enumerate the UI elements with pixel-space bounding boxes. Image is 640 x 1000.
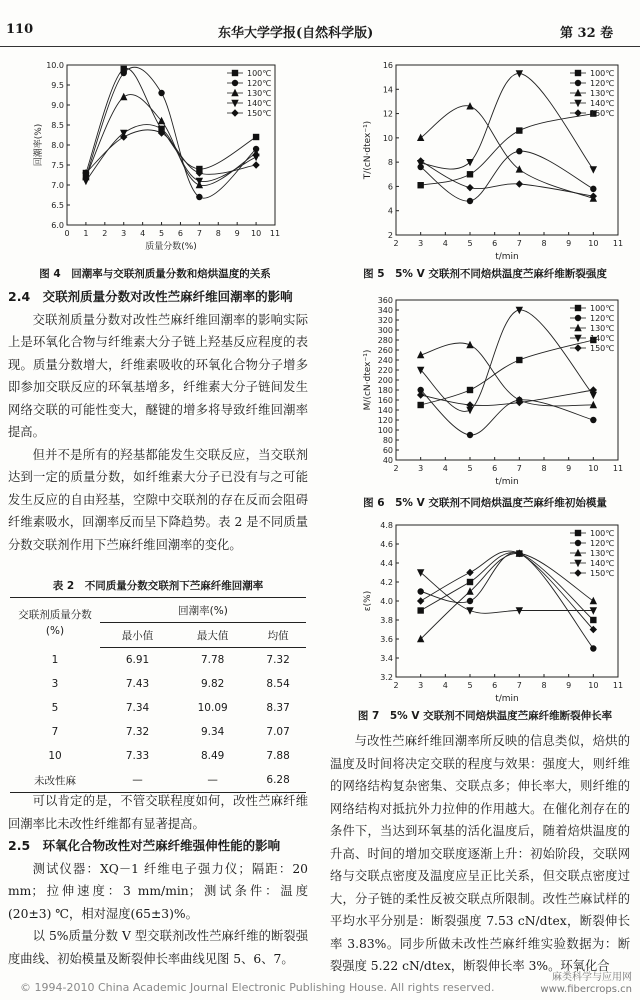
legend-marker — [575, 540, 581, 546]
table-header-group: 回潮率(%) — [100, 598, 306, 623]
data-point — [516, 148, 522, 154]
y-axis-label: T/(cN·dtex⁻¹) — [363, 120, 373, 180]
table-cell: 10 — [48, 750, 62, 762]
y-tick-label: 4.0 — [380, 597, 393, 606]
data-point — [467, 387, 473, 393]
table-cell: 7 — [51, 726, 59, 738]
data-point — [466, 569, 473, 576]
data-point — [590, 597, 597, 604]
table-cell: 8.54 — [266, 678, 290, 690]
data-point — [252, 154, 259, 161]
y-tick-label: 3.2 — [380, 673, 393, 682]
legend-marker — [575, 305, 581, 311]
x-axis-label: t/min — [495, 477, 519, 487]
legend-marker — [574, 560, 581, 567]
page-header — [0, 0, 640, 47]
x-tick-label: 4 — [442, 681, 448, 690]
x-tick-label: 5 — [467, 239, 473, 248]
data-point — [590, 192, 597, 199]
fig4-caption: 图 4 回潮率与交联剂质量分数和焙烘温度的关系 — [39, 268, 271, 280]
table-2 — [10, 578, 306, 793]
table-cell: 8.49 — [200, 750, 225, 762]
table-2-caption: 表 2 不同质量分数交联剂下苎麻纤维回潮率 — [52, 580, 264, 592]
x-tick-label: 4 — [140, 229, 146, 238]
legend-label: 120℃ — [590, 314, 615, 323]
data-point — [516, 180, 523, 187]
y-tick-label: 320 — [377, 316, 393, 325]
y-tick-label: 14 — [382, 85, 393, 95]
x-tick-label: 5 — [158, 229, 165, 238]
y-tick-label: 9.5 — [51, 81, 64, 90]
series-line — [86, 130, 256, 174]
x-tick-label: 3 — [418, 464, 424, 473]
y-tick-label: 140 — [377, 406, 393, 415]
series-line — [421, 553, 594, 649]
after-table-paragraph: 可以肯定的是，不管交联程度如何，改性苎麻纤维回潮率比未改性纤维都有显著提高。 — [8, 794, 308, 831]
y-tick-label: 8.0 — [51, 141, 64, 150]
series-line — [421, 151, 594, 201]
y-tick-label: 180 — [377, 386, 393, 395]
y-tick-label: 16 — [382, 61, 393, 70]
left-column-bottom — [8, 790, 308, 970]
y-tick-label: 6.0 — [51, 221, 64, 230]
x-tick-label: 7 — [516, 681, 522, 690]
legend-label: 100℃ — [247, 69, 272, 78]
y-axis-label: M/(cN·dtex⁻¹) — [363, 349, 373, 411]
fig7-chart — [350, 515, 630, 707]
table-cell: 6.91 — [125, 654, 150, 666]
data-point — [467, 432, 473, 438]
data-point — [417, 402, 423, 408]
series-line — [421, 390, 594, 435]
table-cell: 未改性麻 — [10, 768, 100, 793]
x-tick-label: 11 — [612, 239, 624, 248]
legend-marker — [574, 335, 581, 342]
series-line — [86, 67, 256, 198]
data-point — [466, 587, 473, 594]
y-tick-label: 4.2 — [380, 578, 393, 587]
data-point — [590, 417, 596, 423]
data-point — [417, 607, 423, 613]
table-cell: 7.88 — [266, 750, 290, 762]
y-tick-label: 360 — [377, 296, 393, 305]
data-point — [466, 159, 473, 166]
data-point — [120, 133, 127, 140]
x-tick-label: 8 — [541, 239, 547, 248]
x-tick-label: 0 — [64, 229, 70, 238]
plot-frame — [396, 525, 618, 677]
journal-name: 东华大学学报(自然科学版) — [218, 26, 374, 41]
table-cell: 6.28 — [250, 768, 306, 793]
y-tick-label: 10 — [382, 133, 393, 143]
series-line — [86, 68, 256, 173]
y-tick-label: 120 — [377, 416, 393, 425]
data-point — [590, 645, 596, 651]
legend-marker — [574, 89, 581, 96]
x-tick-label: 6 — [492, 464, 498, 473]
data-point — [196, 194, 202, 200]
x-tick-label: 3 — [418, 681, 424, 690]
x-tick-label: 8 — [215, 229, 221, 238]
y-tick-label: 160 — [377, 396, 393, 405]
x-tick-label: 10 — [588, 464, 599, 473]
x-tick-label: 6 — [492, 681, 498, 690]
y-tick-label: 6 — [387, 182, 393, 192]
legend-label: 130℃ — [247, 89, 272, 98]
table-row — [10, 720, 306, 744]
x-tick-label: 8 — [541, 681, 547, 690]
legend-marker — [575, 315, 581, 321]
table-row — [10, 672, 306, 696]
table-row — [10, 768, 306, 793]
series-line — [421, 551, 594, 629]
table-cell: 3 — [51, 678, 59, 690]
fig6-caption: 图 6 5% V 交联剂不同焙烘温度苎麻纤维初始模量 — [363, 497, 607, 509]
table-cell: — — [100, 768, 175, 793]
table-cell: 7.32 — [266, 654, 290, 666]
y-tick-label: 9.0 — [51, 101, 64, 110]
x-tick-label: 4 — [442, 464, 448, 473]
y-tick-label: 2 — [387, 231, 393, 240]
x-tick-label: 2 — [393, 681, 399, 690]
watermark-text: 麻类科学与应用网 www.fibercrops.cn — [540, 972, 632, 995]
legend-marker — [575, 80, 581, 86]
data-point — [466, 341, 473, 348]
data-point — [417, 134, 424, 141]
data-point — [158, 90, 164, 96]
x-tick-label: 1 — [83, 229, 89, 238]
table-row — [10, 696, 306, 720]
table-cell: 5 — [51, 702, 59, 714]
y-axis-label: 回潮率(%) — [34, 123, 44, 167]
data-point — [467, 171, 473, 177]
table-cell: 7.34 — [125, 702, 150, 714]
legend-label: 140℃ — [590, 334, 615, 343]
legend-marker — [231, 100, 238, 107]
x-tick-label: 6 — [492, 239, 498, 248]
table-row — [10, 648, 306, 673]
y-axis-label: ε(%) — [363, 590, 373, 612]
y-tick-label: 280 — [377, 336, 393, 345]
x-tick-label: 11 — [612, 464, 624, 473]
y-tick-label: 240 — [377, 356, 393, 365]
table-cell: 7.07 — [266, 726, 290, 738]
left-column-top — [8, 286, 308, 556]
table-header-mean: 均值 — [250, 623, 306, 648]
legend-label: 130℃ — [590, 89, 615, 98]
table-cell: 7.33 — [125, 750, 150, 762]
x-tick-label: 2 — [393, 464, 399, 473]
y-tick-label: 340 — [377, 306, 393, 315]
right-column-text — [330, 730, 630, 978]
x-tick-label: 3 — [121, 229, 127, 238]
legend-label: 130℃ — [590, 324, 615, 333]
table-row — [10, 744, 306, 768]
x-tick-label: 9 — [566, 464, 572, 473]
y-tick-label: 4 — [387, 206, 393, 216]
data-point — [253, 134, 259, 140]
y-tick-label: 7.0 — [51, 181, 64, 190]
x-axis-label: 质量分数(%) — [145, 242, 197, 252]
data-point — [82, 178, 89, 185]
series-line — [421, 553, 594, 639]
x-tick-label: 5 — [467, 464, 473, 473]
legend-label: 150℃ — [247, 109, 272, 118]
data-point — [417, 588, 423, 594]
legend-marker — [574, 569, 581, 576]
x-tick-label: 3 — [418, 239, 424, 248]
legend-marker — [575, 530, 581, 536]
legend-marker — [232, 80, 238, 86]
y-tick-label: 3.8 — [380, 616, 393, 625]
table-cell: 8.37 — [266, 702, 290, 714]
data-point — [417, 597, 424, 604]
data-point — [467, 579, 473, 585]
series-line — [421, 310, 594, 412]
y-tick-label: 3.4 — [380, 654, 393, 663]
y-tick-label: 8 — [387, 158, 393, 168]
fig5-chart — [350, 55, 630, 267]
legend-marker — [574, 100, 581, 107]
legend-label: 100℃ — [590, 304, 615, 313]
data-point — [516, 127, 522, 133]
plot-frame — [396, 65, 618, 235]
copyright-footer: © 1994-2010 China Academic Journal Electronic Publishing House. All rights reserved. — [20, 981, 495, 994]
legend-label: 140℃ — [590, 99, 615, 108]
x-tick-label: 8 — [541, 464, 547, 473]
table-cell: 7.32 — [125, 726, 150, 738]
data-point — [252, 161, 259, 168]
data-point — [417, 569, 424, 576]
y-tick-label: 6.5 — [51, 201, 64, 210]
legend-marker — [575, 70, 581, 76]
y-tick-label: 3.6 — [380, 635, 393, 644]
legend-label: 120℃ — [247, 79, 272, 88]
table-cell: 7.78 — [200, 654, 225, 666]
fig4-chart — [15, 55, 290, 265]
data-point — [516, 357, 522, 363]
data-point — [590, 186, 596, 192]
volume-label: 第 32 卷 — [560, 26, 614, 41]
x-tick-label: 7 — [516, 239, 522, 248]
data-point — [466, 184, 473, 191]
x-tick-label: 9 — [566, 681, 572, 690]
y-tick-label: 4.8 — [380, 521, 393, 530]
legend-label: 100℃ — [590, 529, 615, 538]
table-header-min: 最小值 — [100, 623, 175, 648]
fig7-caption: 图 7 5% V 交联剂不同焙烘温度苎麻纤维断裂伸长率 — [357, 710, 613, 722]
series-line — [421, 73, 594, 169]
x-tick-label: 11 — [612, 681, 624, 690]
series-line — [421, 340, 594, 405]
table-cell: 9.82 — [200, 678, 225, 690]
fig6-chart — [350, 290, 630, 488]
page-number: 110 — [6, 22, 34, 37]
x-tick-label: 7 — [196, 229, 202, 238]
data-point — [590, 166, 597, 173]
legend-label: 120℃ — [590, 79, 615, 88]
legend-marker — [574, 549, 581, 556]
data-point — [467, 198, 473, 204]
legend-label: 150℃ — [590, 109, 615, 118]
y-tick-label: 80 — [382, 436, 393, 445]
x-tick-label: 5 — [467, 681, 473, 690]
y-tick-label: 12 — [382, 109, 393, 119]
data-point — [516, 165, 523, 172]
data-point — [590, 617, 596, 623]
data-point — [417, 182, 423, 188]
table-cell: 1 — [51, 653, 59, 666]
x-tick-label: 9 — [234, 229, 240, 238]
section-2-4-paragraph-2: 但并不是所有的羟基都能发生交联反应，当交联剂达到一定的质量分数，如纤维素大分子已没有与之可能发生反应的自由羟基，空隙中交联剂的存在反而会阻碍纤维素吸水，回潮率反而呈下降趋势。表 2 是不同质量分数交联剂作用下苎麻纤维回潮率的变化。 — [8, 447, 308, 552]
data-point — [516, 607, 523, 614]
data-point — [467, 598, 473, 604]
x-tick-label: 10 — [588, 681, 599, 690]
legend-marker — [574, 344, 581, 351]
y-tick-label: 4.4 — [380, 559, 393, 568]
legend-label: 150℃ — [590, 569, 615, 578]
y-tick-label: 60 — [382, 446, 393, 455]
legend-label: 140℃ — [247, 99, 272, 108]
x-tick-label: 2 — [393, 239, 399, 248]
legend-label: 140℃ — [590, 559, 615, 568]
x-tick-label: 11 — [269, 229, 281, 238]
y-tick-label: 8.5 — [51, 121, 64, 130]
table-cell: 9.34 — [200, 726, 225, 738]
legend-label: 100℃ — [590, 69, 615, 78]
x-tick-label: 4 — [442, 239, 448, 248]
fig5-caption: 图 5 5% V 交联剂不同焙烘温度苎麻纤维断裂强度 — [363, 268, 607, 280]
table-cell: — — [175, 768, 250, 793]
x-axis-label: t/min — [495, 252, 519, 262]
data-point — [121, 70, 127, 76]
section-2-5-paragraph-2: 以 5%质量分数 V 型交联剂改性苎麻纤维的断裂强度曲线、初始模量及断裂伸长率曲线见图 5、6、7。 — [8, 929, 308, 966]
legend-marker — [231, 89, 238, 96]
x-tick-label: 6 — [177, 229, 184, 238]
legend-marker — [232, 70, 238, 76]
x-tick-label: 10 — [588, 239, 599, 248]
y-tick-label: 7.5 — [51, 161, 64, 170]
x-axis-label: t/min — [495, 694, 519, 704]
table-header-mass-fraction: 交联剂质量分数(%) — [10, 598, 100, 648]
y-tick-label: 4.6 — [380, 540, 393, 549]
series-line — [421, 343, 594, 406]
y-tick-label: 100 — [377, 426, 393, 435]
section-2-5-title: 2.5 环氧化合物改性对苎麻纤维强伸性能的影响 — [8, 838, 281, 853]
series-line — [421, 114, 594, 186]
legend-label: 120℃ — [590, 539, 615, 548]
y-tick-label: 200 — [377, 376, 393, 385]
legend-marker — [231, 109, 238, 116]
data-point — [120, 93, 127, 100]
x-tick-label: 10 — [250, 229, 262, 238]
right-paragraph: 与改性苎麻纤维回潮率所反映的信息类似，焙烘的温度及时间将决定交联的程度与效果：强度大，则纤维的网络结构复杂密集、交联点多；伸长率大，则纤维的网络结构对抵抗外力拉伸的作用越大。在催化剂存在的条件下，当达到环氧基的活化温度后，随着焙烘温度的升高、时间的增加交联度逐渐上升：初始阶段，交联网络与交联点密度及温度应呈正比关系，但交联点密度过大，分子链的柔性反被交联点所限制。改性苎麻试样的平均水平分别是：断裂强度 7.53 cN/dtex，断裂伸长率 3.83%。同步所做未改性苎麻纤维实验数据为：断裂强度 5.22 cN/dtex，断裂伸长率 3%。环氧化合 — [330, 734, 630, 973]
section-2-5-paragraph-1: 测试仪器：XQ－1 纤维电子强力仪；隔距：20 mm；拉伸速度：3 mm/min；测试条件：温度(20±3) ℃，相对湿度(65±3)%。 — [8, 861, 308, 921]
table-header-max: 最大值 — [175, 623, 250, 648]
legend-label: 150℃ — [590, 344, 615, 353]
y-tick-label: 40 — [382, 456, 393, 465]
y-tick-label: 10.0 — [46, 61, 64, 70]
y-tick-label: 260 — [377, 346, 393, 355]
table-cell: 7.43 — [125, 678, 150, 690]
legend-label: 130℃ — [590, 549, 615, 558]
x-tick-label: 2 — [102, 229, 108, 238]
x-tick-label: 7 — [516, 464, 522, 473]
y-tick-label: 300 — [377, 326, 393, 335]
section-2-4-title: 2.4 交联剂质量分数对改性苎麻纤维回潮率的影响 — [8, 289, 293, 304]
y-tick-label: 220 — [377, 366, 393, 375]
data-point — [590, 607, 597, 614]
table-cell: 10.09 — [197, 702, 228, 714]
x-tick-label: 9 — [566, 239, 572, 248]
section-2-4-paragraph-1: 交联剂质量分数对改性苎麻纤维回潮率的影响实际上是环氧化合物与纤维素大分子链上羟基反应程度的表现。质量分数增大，纤维素吸收的环氧化合物分子增多即参加交联反应的环氧基增多，纤维素大分子链间发生网络交联的可能性变大，醚键的增多将导致纤维回潮率提高。 — [8, 312, 308, 439]
legend-marker — [574, 324, 581, 331]
